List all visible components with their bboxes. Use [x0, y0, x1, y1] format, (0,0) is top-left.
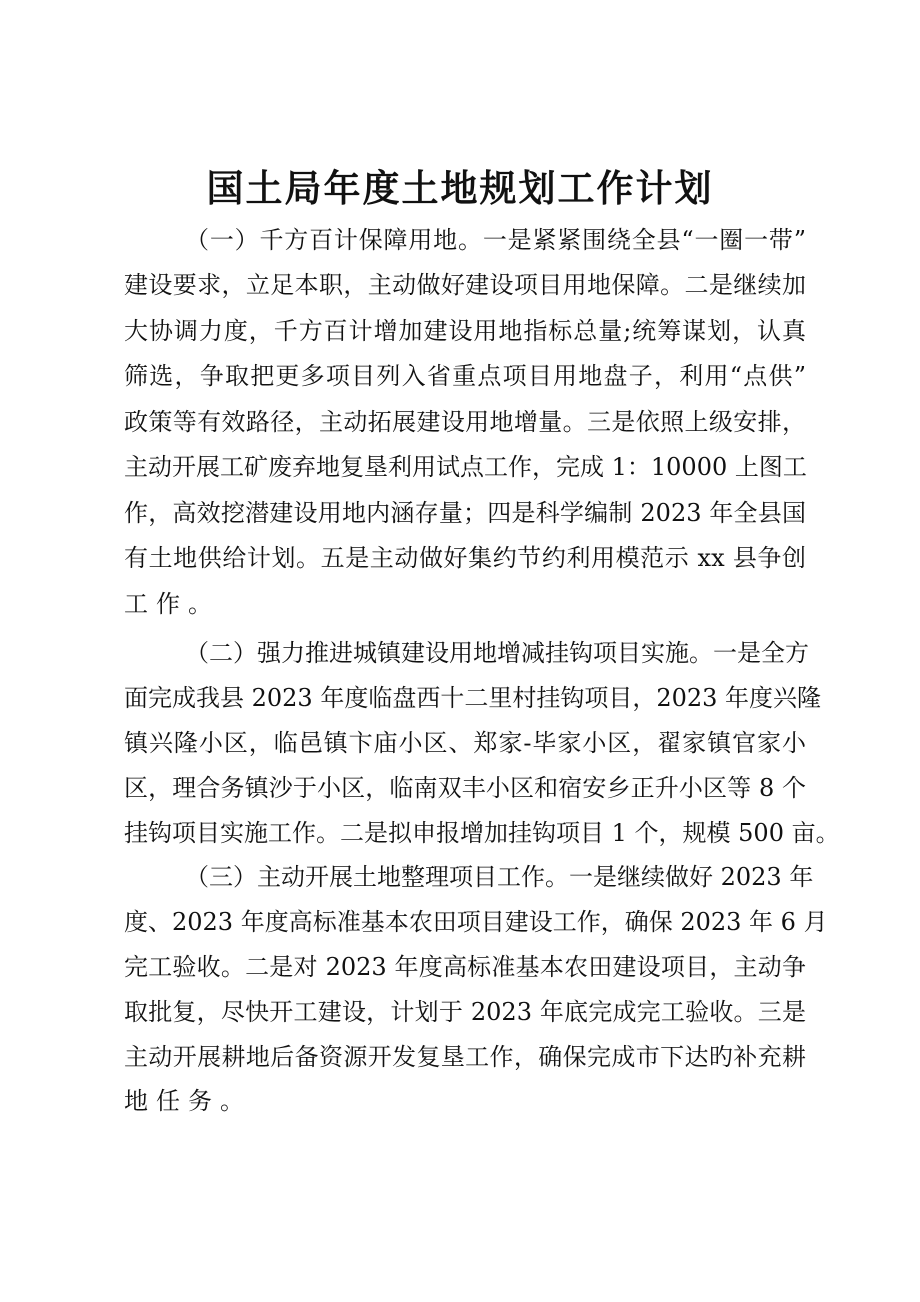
text-line: 大协调力度，千方百计增加建设用地指标总量;统筹谋划，认真 [124, 317, 806, 345]
text-line: 挂钩项目实施工作。二是拟申报增加挂钩项目 1 个，规模 500 亩。 [124, 819, 840, 847]
text-line: 取批复，尽快开工建设，计划于 2023 年底完成完工验收。三是 [124, 998, 806, 1026]
text-line: 面完成我县 2023 年度临盘西十二里村挂钩项目，2023 年度兴隆 [124, 684, 822, 712]
text-line: 主动开展工矿废弃地复垦利用试点工作，完成 1：10000 上图工 [124, 453, 807, 481]
text-line: 有土地供给计划。五是主动做好集约节约利用模范示 xx 县争创 [124, 544, 806, 572]
document-title: 国土局年度土地规划工作计划 [206, 166, 714, 210]
text-line: （一）千方百计保障用地。一是紧紧围绕全县“一圈一带” [185, 226, 806, 254]
text-line: 作，高效挖潜建设用地内涵存量；四是科学编制 2023 年全县国 [124, 499, 806, 527]
text-line: 政策等有效路径，主动拓展建设用地增量。三是依照上级安排， [124, 408, 806, 436]
text-line: 区，理合务镇沙于小区，临南双丰小区和宿安乡正升小区等 8 个 [124, 774, 806, 802]
text-line: 地任务。 [124, 1087, 252, 1115]
text-line: 度、2023 年度高标准基本农田项目建设工作，确保 2023 年 6 月 [124, 908, 828, 936]
text-line: 完工验收。二是对 2023 年度高标准基本农田建设项目，主动争 [124, 953, 806, 981]
text-line: （三）主动开展土地整理项目工作。一是继续做好 2023 年 [185, 863, 814, 891]
text-line: （二）强力推进城镇建设用地增减挂钩项目实施。一是全方 [185, 639, 809, 667]
text-line: 主动开展耕地后备资源开发复垦工作，确保完成市下达旳补充耕 [124, 1043, 806, 1071]
text-line: 工作。 [124, 590, 220, 618]
text-line: 建设要求，立足本职，主动做好建设项目用地保障。二是继续加 [124, 271, 806, 299]
text-line: 镇兴隆小区，临邑镇卞庙小区、郑家-毕家小区，翟家镇官家小 [124, 729, 806, 757]
text-line: 筛选，争取把更多项目列入省重点项目用地盘子，利用“点供” [124, 362, 806, 390]
